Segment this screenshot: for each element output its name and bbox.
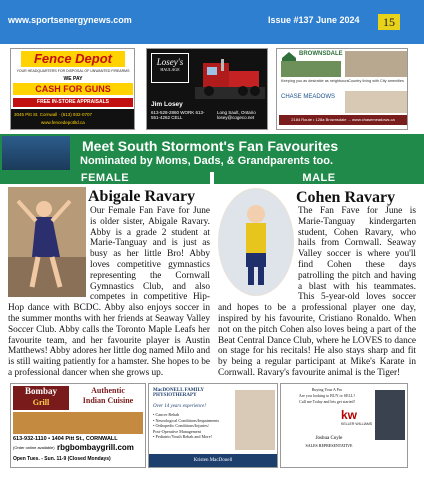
kw-agent: Joshua Coyle <box>315 436 343 441</box>
losey-logo-sub: HAULAGE <box>160 67 180 72</box>
brownsdale-photo <box>281 61 341 77</box>
physio-portrait <box>235 390 275 450</box>
macdonell-footer: Kristen MacDonell <box>149 454 277 467</box>
bombay-logo2: Grill <box>32 398 50 407</box>
male-photo-spacer <box>218 206 298 298</box>
macdonell-list-item: • Cancer Rehab <box>153 412 180 417</box>
kw-line3: Call me Today and lets get started! <box>299 399 355 404</box>
macdonell-list-item: • Neurological Conditions/Impairments <box>153 417 220 423</box>
truck-icon <box>195 57 265 99</box>
team-photo <box>2 136 70 170</box>
fence-depot-logo: Fence Depot <box>21 51 125 67</box>
bombay-order: (Order online available) <box>13 445 55 450</box>
macdonell-list-item: Post-Operative Management <box>153 428 202 434</box>
macdonell-name: MacDONELL FAMILY PHYSIOTHERAPY <box>153 388 204 398</box>
male-header: MALE <box>214 172 424 184</box>
issue-label: Issue #137 June 2024 <box>268 15 360 25</box>
brownsdale-tagline2: Country living with City amenities <box>348 79 404 83</box>
fence-depot-web[interactable]: www.fencedepotltd.ca <box>41 120 85 125</box>
brownsdale-house-photo <box>345 51 407 77</box>
abigale-text-body: Our Female Fan Fave for June is older sister, Abigale Ravary. Abby is a grade 2 student at Marie-Tanguay and is just as busy as her little Bro! Abby loves competitive gymnastics representing the Cornwall Gymnastics Club, and also competes in competitive Hip-Hop dance with BCDC. Abby also enjoys soccer in the summer months with her friends at Seaway Valley Soccer Club. Abby calls the Toronto Maple Leafs her favourite team, and her favourite player is Austin Matthews! Abby adores her little dog named Milo and is still waiting patiently for a hamster. She hopes to be a professional dancer when she grows up. <box>8 206 210 378</box>
kw-brand2: KELLER WILLIAMS <box>341 422 373 426</box>
kw-logo: kw <box>341 408 358 422</box>
female-photo-spacer <box>8 206 90 298</box>
fence-depot-appraisals: FREE IN-STORE APPRAISALS <box>13 98 133 107</box>
macdonell-list <box>153 412 233 440</box>
fence-depot-address: 3045 Pitt St. Cornwall · (613) 932-0707 <box>14 112 93 117</box>
abigale-name: Abigale Ravary <box>88 188 196 205</box>
losey-logo-text: Losey's <box>156 57 184 67</box>
macdonell-years: Over 14 years experience! <box>153 404 206 409</box>
bombay-grill-ad[interactable] <box>10 383 146 468</box>
banner-subtitle: Nominated by Moms, Dads, & Grandparents too. <box>80 155 334 167</box>
female-header: FEMALE <box>0 172 210 184</box>
bombay-logo <box>13 386 69 410</box>
fence-depot-sub: YOUR HEADQUARTERS FOR DISPOSAL OF UNWANTED FIREARMS <box>16 69 130 73</box>
kw-title: SALES REPRESENTATIVE <box>305 443 353 448</box>
macdonell-physio-ad[interactable] <box>148 383 278 468</box>
keller-williams-ad[interactable] <box>280 383 408 468</box>
bombay-logo1: Bombay <box>24 386 57 396</box>
bombay-hours: Open Tues. - Sun. 11-9 (Closed Mondays) <box>13 456 111 462</box>
kw-line2: Are you looking to BUY or SELL? <box>298 393 356 398</box>
bombay-food-photo <box>13 412 143 434</box>
cohen-name: Cohen Ravary <box>296 189 396 206</box>
bombay-cuisine2: Indian Cuisine <box>82 396 134 405</box>
agent-portrait <box>375 390 405 440</box>
losey-contact-name: Jim Losey <box>151 101 183 108</box>
bombay-phone: 613-932-1110 • 1404 Pitt St., CORNWALL <box>13 436 118 442</box>
site-url[interactable]: www.sportsenergynews.com <box>8 15 132 25</box>
fence-depot-ad[interactable] <box>10 48 135 130</box>
brownsdale-tagline: Keeping you as desirable as neighbours <box>281 79 349 83</box>
brownsdale-logo: BROWNSDALE <box>299 51 343 57</box>
feature-banner <box>0 134 424 172</box>
losey-location: Long Sault, Ontario losey@cogeco.net <box>217 110 256 120</box>
chase-meadows-logo: CHASE MEADOWS <box>281 94 336 100</box>
bombay-cuisine1: Authentic <box>91 386 125 395</box>
macdonell-list-item: • Pediatric/Youth Rehab and More! <box>153 434 212 440</box>
chase-photo <box>345 91 407 113</box>
fence-depot-cash: CASH FOR GUNS <box>13 83 133 95</box>
macdonell-list-item: • Orthopedic Conditions/Injuries/ <box>153 423 209 429</box>
losey-phones: 613-528-2860 WORK 613-551-4262 CELL <box>151 110 205 120</box>
abigale-text <box>8 206 210 379</box>
losey-haulage-ad[interactable] <box>146 48 268 130</box>
bombay-web[interactable]: rbgbombaygrill.com <box>57 443 134 452</box>
banner-title: Meet South Stormont's Fan Favourites <box>82 138 339 154</box>
kw-line1: Buying Your A Pro <box>311 387 343 392</box>
fence-depot-wepay: WE PAY <box>63 76 83 82</box>
brownsdale-ad[interactable] <box>276 48 408 130</box>
top-bar <box>0 0 424 44</box>
chase-footer: 2184 Route • 128a Brownsdale ... www.chasemeadows.ca <box>279 115 407 125</box>
cohen-text-body: The Fan Fave for June is Marie-Tanguay kindergarten student, Cohen Ravary, who hails from Cornwall. Seaway Valley soccer is where you'll find Cohen these days patrolling the pitch and having a blast with his teammates. This 5-year-old loves soccer and hopes to be a professional player one day, inspired by his favourite, Cristiano Ronaldo. When not on the pitch Cohen also loves being a part of the Beat Central Dance Club, where he LOVES to dance on stage for his recitals! He also stays sharp and fit by being a regular participant at Mike's Karate in Cornwall. Ravary's favourite animal is the Tiger! <box>218 206 416 378</box>
page-number: 15 <box>378 14 400 30</box>
losey-logo <box>151 53 189 83</box>
cohen-text <box>218 206 416 379</box>
